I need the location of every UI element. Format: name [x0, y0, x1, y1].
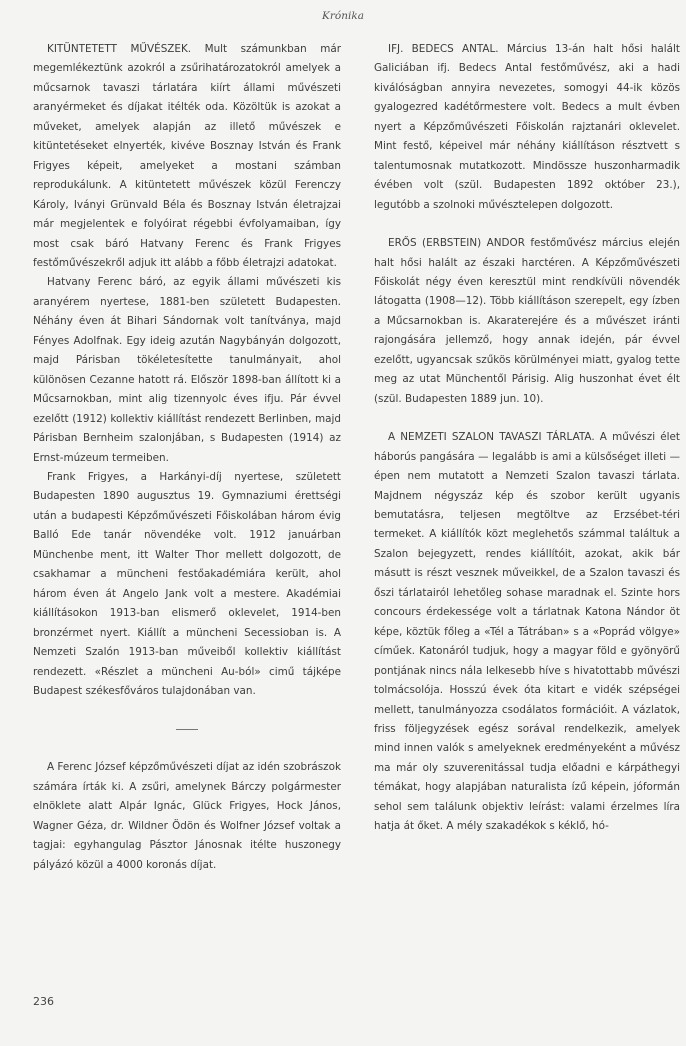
section-divider	[176, 729, 198, 730]
article-bedecs-antal: IFJ. BEDECS ANTAL. Március 13-án halt hősi halált Galiciában ifj. Bedecs Antal festőművész, aki a hadi kiválóságban annyira nevezetes, somogyi 44-ik közös gyalogezred kadétőrmestere volt. Bedecs a mult évben nyert a Képzőművészeti Főiskolán rajztanári oklevelet. Mint festő, képeivel már néhány kiállításon résztvett s talentumosnak mutatkozott. Mindössze huszonharmadik évében volt (szül. Budapesten 1892 október 23.), legutóbb a szolnoki művésztelepen dolgozott.	[374, 43, 680, 211]
running-head: Krónika	[322, 10, 364, 22]
article-kituntetett-muveszek: KITÜNTETETT MŰVÉSZEK. Mult számunkban már megemlékeztünk azokról a zsűrihatározatokról amelyek a műcsarnok tavaszi tárlatára kiírt állami művészeti aranyérmeket és díjakat itélték oda. Közöltük is azokat a műveket, amelyek alapján az illető művészek e kitüntetéseket elnyerték, kivéve Bosznay István és Frank Frigyes képeit, amelyeket a mostani számban reprodukálunk. A kitüntetett művészek közül Ferenczy Károly, Iványi Grünvald Béla és Bosznay István életrajzai már megjelentek e folyóirat régebbi évfolyamaiban, így most csak báró Hatvany Ferenc és Frank Frigyes festőművészekről adjuk itt alább a főbb életrajzi adatokat.	[33, 43, 341, 269]
article-ferenc-jozsef-dij: A Ferenc József képzőművészeti díjat az idén szobrászok számára írták ki. A zsűri, amelynek Bárczy polgármester elnöklete alatt Alpár Ignác, Glück Frigyes, Hock János, Wagner Géza, dr. Wildner Ödön és Wolfner József voltak a tagjai: egyhangulag Pásztor Jánosnak itélte huszonegy pályázó közül a 4000 koronás díjat.	[33, 761, 341, 871]
article-eros-andor: ERŐS (ERBSTEIN) ANDOR festőművész március elején halt hősi halált az északi harctéren. A Képzőművészeti Főiskolát négy éven keresztül mint rendkívüli növendék látogatta (1908—12). Több kiállításon szerepelt, egy ízben a Műcsarnokban is. Akaraterejére és a művészet iránti rajongására jellemző, hogy annak idején, pár évvel ezelőtt, ugyancsak szűkös körülményei miatt, gyalog tette meg az utat Münchentől Párisig. Alig huszonhat évet élt (szül. Budapesten 1889 jun. 10).	[374, 237, 680, 405]
paragraph-frank-frigyes: Frank Frigyes, a Harkányi-díj nyertese, született Budapesten 1890 augusztus 19. Gymnaziumi érettségi után a budapesti Képzőművészeti Főiskolában három évig Balló Ede tanár növendéke volt. 1912 januárban Münchenbe ment, itt Walter Thor mellett dolgozott, de csakhamar a müncheni festőakadémiára került, ahol három éven át Angelo Jank volt a mestere. Akadémiai kiállításokon 1913-ban elismerő oklevelet, 1914-ben bronzérmet nyert. Kiállít a müncheni Secessioban is. A Nemzeti Szalón 1913-ban műveiből kollektiv kiállítást rendezett. «Részlet a müncheni Au-ból» cimű tájképe Budapest székesfőváros tulajdonában van.	[33, 470, 341, 697]
article-nemzeti-szalon: A NEMZETI SZALON TAVASZI TÁRLATA. A művészi élet háborús pangására — legalább is ami a külsőséget illeti — épen nem mutatott a Nemzeti Szalon tavaszi tárlata. Majdnem négyszáz kép és szobor került ugyanis bemutatásra, teljesen megtöltve az Erzsébet-téri termeket. A kiállítók közt meglehetős számmal találtuk a Szalon bejegyzett, rendes kiállítóit, azokat, akik bár másutt is részt vesznek műveikkel, de a Szalon tavaszi és őszi tárlatairól lehetőleg sohase maradnak el. Szinte hors concours érdekessége volt a tárlatnak Katona Nándor öt képe, köztük főleg a «Tél a Tátrában» s a «Poprád völgye» címűek. Katonáról tudjuk, hogy a magyar föld e gyönyörű pontjának nincs nála lelkesebb híve s hivatottabb művészi tolmácsolója. Hosszú évek óta kitart e vidék szépségei mellett, tanulmányozza csodálatos formációit. A vázlatok, friss följegyzések egész sorával rendelkezik, amelyek mind innen valók s amelyeknek eredményeként a művész ma már oly szuverenitással tudja előadni e kárpáthegyi témákat, hogy alapjában naturalista ízű képein, jóformán sehol sem találunk objektiv leírást: valami érzelmes líra hatja át őket. A mély szakadékok s kéklő, hó-	[374, 431, 680, 833]
paragraph-hatvany-ferenc: Hatvany Ferenc báró, az egyik állami művészeti kis aranyérem nyertese, 1881-ben született Budapesten. Néhány éven át Bihari Sándornak volt tanítványa, majd Fényes Adolfnak. Egy ideig azután Nagybányán dolgozott, majd Párisban tökéletesítette tanulmányait, ahol különösen Cezanne hatott rá. Először 1898-ban állított ki a Műcsarnokban, mint alig tizennyolc éves ifju. Pár évvel ezelőtt (1912) kollektiv kiállítást rendezett Berlinben, majd Párisban Bernheim szalonjában, s Budapesten (1914) az Ernst-múzeum termeiben.	[33, 276, 341, 464]
right-column	[374, 40, 680, 837]
left-column	[33, 40, 341, 875]
page-number: 236	[33, 995, 54, 1008]
